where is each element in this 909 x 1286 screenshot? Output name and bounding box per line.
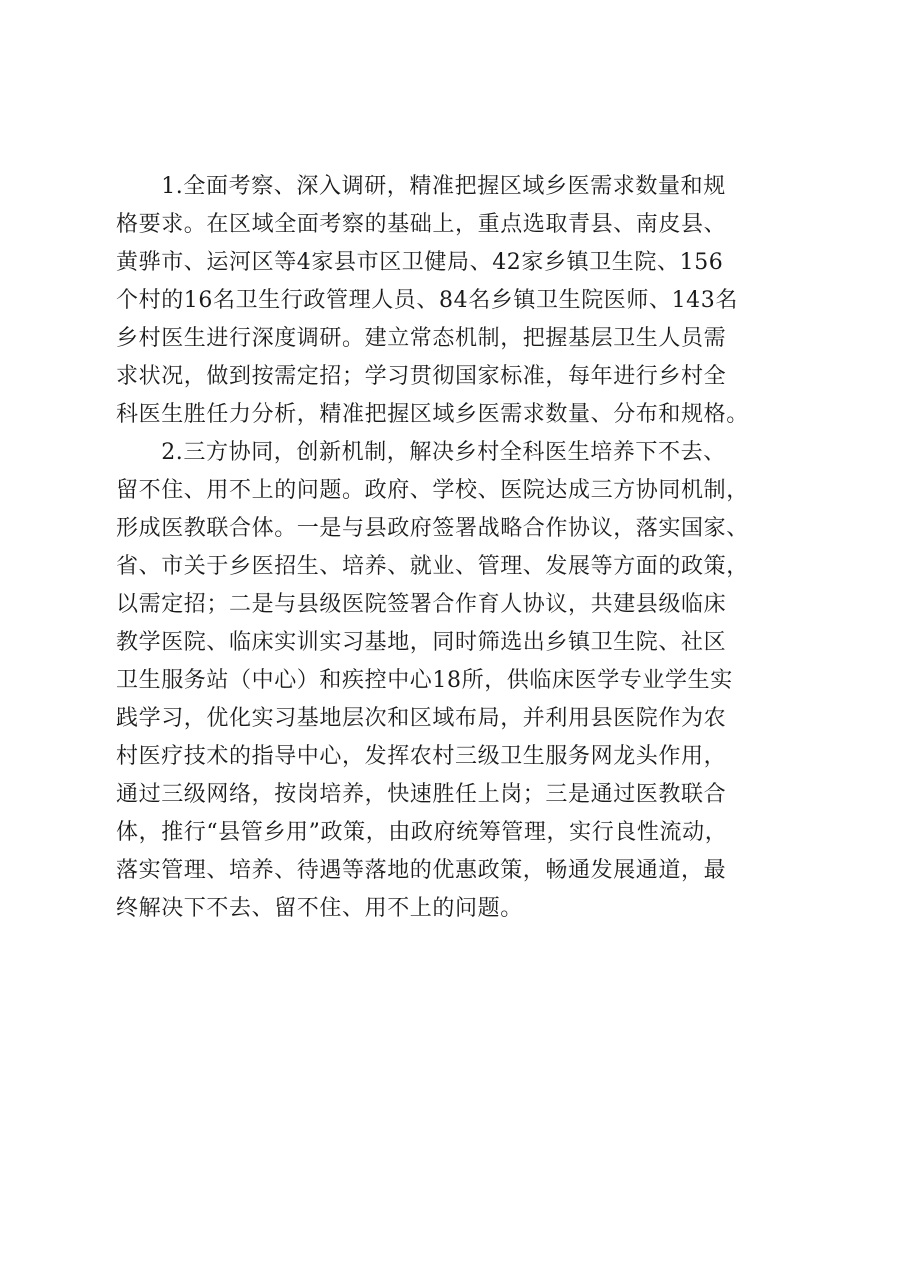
paragraph-1: [116, 168, 806, 434]
text-line: 通过三级网络，按岗培养，快速胜任上岗；三是通过医教联合: [116, 782, 727, 807]
text-line: 村医疗技术的指导中心，发挥农村三级卫生服务网龙头作用，: [116, 744, 727, 769]
text-line: 1.全面考察、深入调研，精准把握区域乡医需求数量和规: [116, 174, 726, 199]
text-line: 体，推行“县管乡用”政策，由政府统筹管理，实行良性流动，: [116, 820, 728, 845]
text-line: 个村的16名卫生行政管理人员、84名乡镇卫生院医师、143名: [116, 288, 738, 313]
text-line: 留不住、用不上的问题。政府、学校、医院达成三方协同机制，: [116, 478, 749, 503]
text-line: 求状况，做到按需定招；学习贯彻国家标准，每年进行乡村全: [116, 364, 727, 389]
text-line: 践学习，优化实习基地层次和区域布局，并利用县医院作为农: [116, 706, 727, 731]
text-line: 教学医院、临床实训实习基地，同时筛选出乡镇卫生院、社区: [116, 630, 727, 655]
text-line: 落实管理、培养、待遇等落地的优惠政策，畅通发展通道，最: [116, 858, 727, 883]
text-line: 卫生服务站（中心）和疾控中心18所，供临床医学专业学生实: [116, 668, 733, 693]
text-line: 乡村医生进行深度调研。建立常态机制，把握基层卫生人员需: [116, 326, 727, 351]
document-body: [116, 168, 806, 928]
text-line: 科医生胜任力分析，精准把握区域乡医需求数量、分布和规格。: [116, 402, 749, 427]
text-line: 省、市关于乡医招生、培养、就业、管理、发展等方面的政策，: [116, 554, 749, 579]
text-line: 2.三方协同，创新机制，解决乡村全科医生培养下不去、: [116, 440, 726, 465]
text-line: 格要求。在区域全面考察的基础上，重点选取青县、南皮县、: [116, 212, 727, 237]
paragraph-2: [116, 434, 806, 928]
text-line: 终解决下不去、留不住、用不上的问题。: [116, 896, 523, 921]
text-line: 形成医教联合体。一是与县政府签署战略合作协议，落实国家、: [116, 516, 749, 541]
text-line: 以需定招；二是与县级医院签署合作育人协议，共建县级临床: [116, 592, 727, 617]
text-line: 黄骅市、运河区等4家县市区卫健局、42家乡镇卫生院、156: [116, 250, 724, 275]
